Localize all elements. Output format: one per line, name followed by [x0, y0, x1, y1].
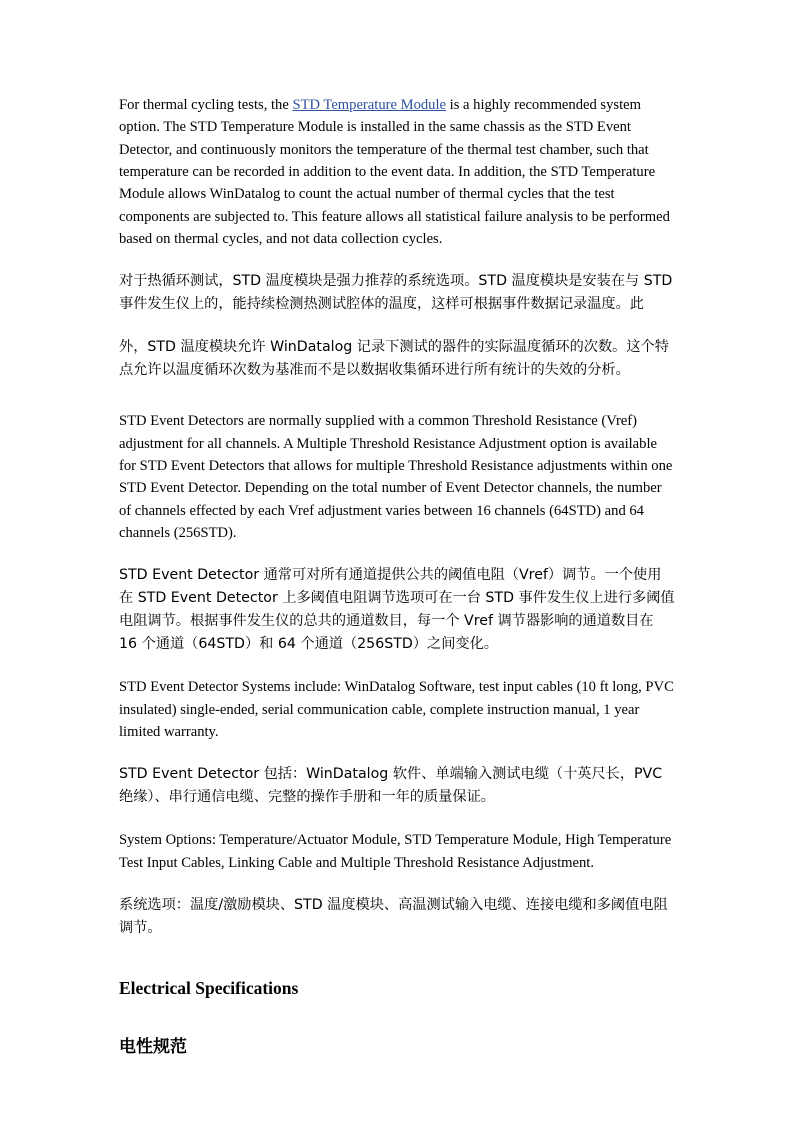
- paragraph-1-text-after-link: is a highly recommended system option. The STD Temperature Module is installed in the same chassis as the STD Event Detector, and continuously monitors the temperature of the thermal test chamber, such that temperature can be recorded in addition to the event data. In addition, the STD Temperature Module allows WinDatalog to count the actual number of thermal cycles that the test components are subjected to. This feature allows all statistical failure analysis to be performed based on thermal cycles, and not data collection cycles.: [119, 97, 670, 247]
- paragraph-7: STD Event Detector 包括：WinDatalog 软件、单端输入测试电缆（十英尺长，PVC 绝缘）、串行通信电缆、完整的操作手册和一年的质量保证。: [119, 766, 663, 806]
- paragraph-5: STD Event Detector 通常可对所有通道提供公共的阈值电阻（Vref）调节。一个使用在 STD Event Detector 上多阈值电阻调节选项可在一台 STD 事件发生仪上进行多阈值电阻调节。根据事件发生仪的总共的通道数目，每一个 Vref 调节器影响的通道数目在 16 个通道（64STD）和 64 个通道（256STD）之间变化。: [119, 567, 675, 653]
- section-heading-electrical-specifications: Electrical Specifications: [119, 977, 299, 998]
- spacer: [119, 940, 675, 976]
- spacer: [119, 382, 675, 410]
- spacer: [119, 316, 675, 336]
- spacer: [119, 743, 675, 763]
- paragraph-3: 外，STD 温度模块允许 WinDatalog 记录下测试的器件的实际温度循环的次数。这个特点允许以温度循环次数为基准而不是以数据收集循环进行所有统计的失效的分析。: [119, 339, 669, 379]
- std-temperature-module-link[interactable]: STD Temperature Module: [292, 97, 446, 113]
- paragraph-9: 系统选项：温度/激励模块、STD 温度模块、高温测试输入电缆、连接电缆和多阈值电阻调节。: [119, 896, 668, 936]
- spacer: [119, 874, 675, 894]
- paragraph-8: System Options: Temperature/Actuator Module, STD Temperature Module, High Temperature Test Input Cables, Linking Cable and Multiple Threshold Resistance Adjustment.: [119, 832, 672, 871]
- spacer: [119, 1000, 675, 1036]
- paragraph-6: STD Event Detector Systems include: WinDatalog Software, test input cables (10 ft long, PVC insulated) single-ended, serial communication cable, complete instruction manual, 1 year limited warranty.: [119, 679, 674, 740]
- spacer: [119, 250, 675, 270]
- document-body: [119, 94, 675, 1060]
- paragraph-1-text-before-link: For thermal cycling tests, the: [119, 97, 293, 113]
- paragraph-4: STD Event Detectors are normally supplied with a common Threshold Resistance (Vref) adjustment for all channels. A Multiple Threshold Resistance Adjustment option is available for STD Event Detectors that allows for multiple Threshold Resistance adjustments within one STD Event Detector. Depending on the total number of Event Detector channels, the number of channels effected by each Vref adjustment varies between 16 channels (64STD) and 64 channels (256STD).: [119, 413, 673, 541]
- spacer: [119, 544, 675, 564]
- section-heading-electrical-specifications-cn: 电性规范: [119, 1037, 187, 1058]
- spacer: [119, 809, 675, 829]
- spacer: [119, 656, 675, 676]
- paragraph-2: 对于热循环测试，STD 温度模块是强力推荐的系统选项。STD 温度模块是安装在与 STD 事件发生仪上的，能持续检测热测试腔体的温度，这样可根据事件数据记录温度。此: [119, 273, 673, 313]
- paragraph-1: [119, 94, 675, 250]
